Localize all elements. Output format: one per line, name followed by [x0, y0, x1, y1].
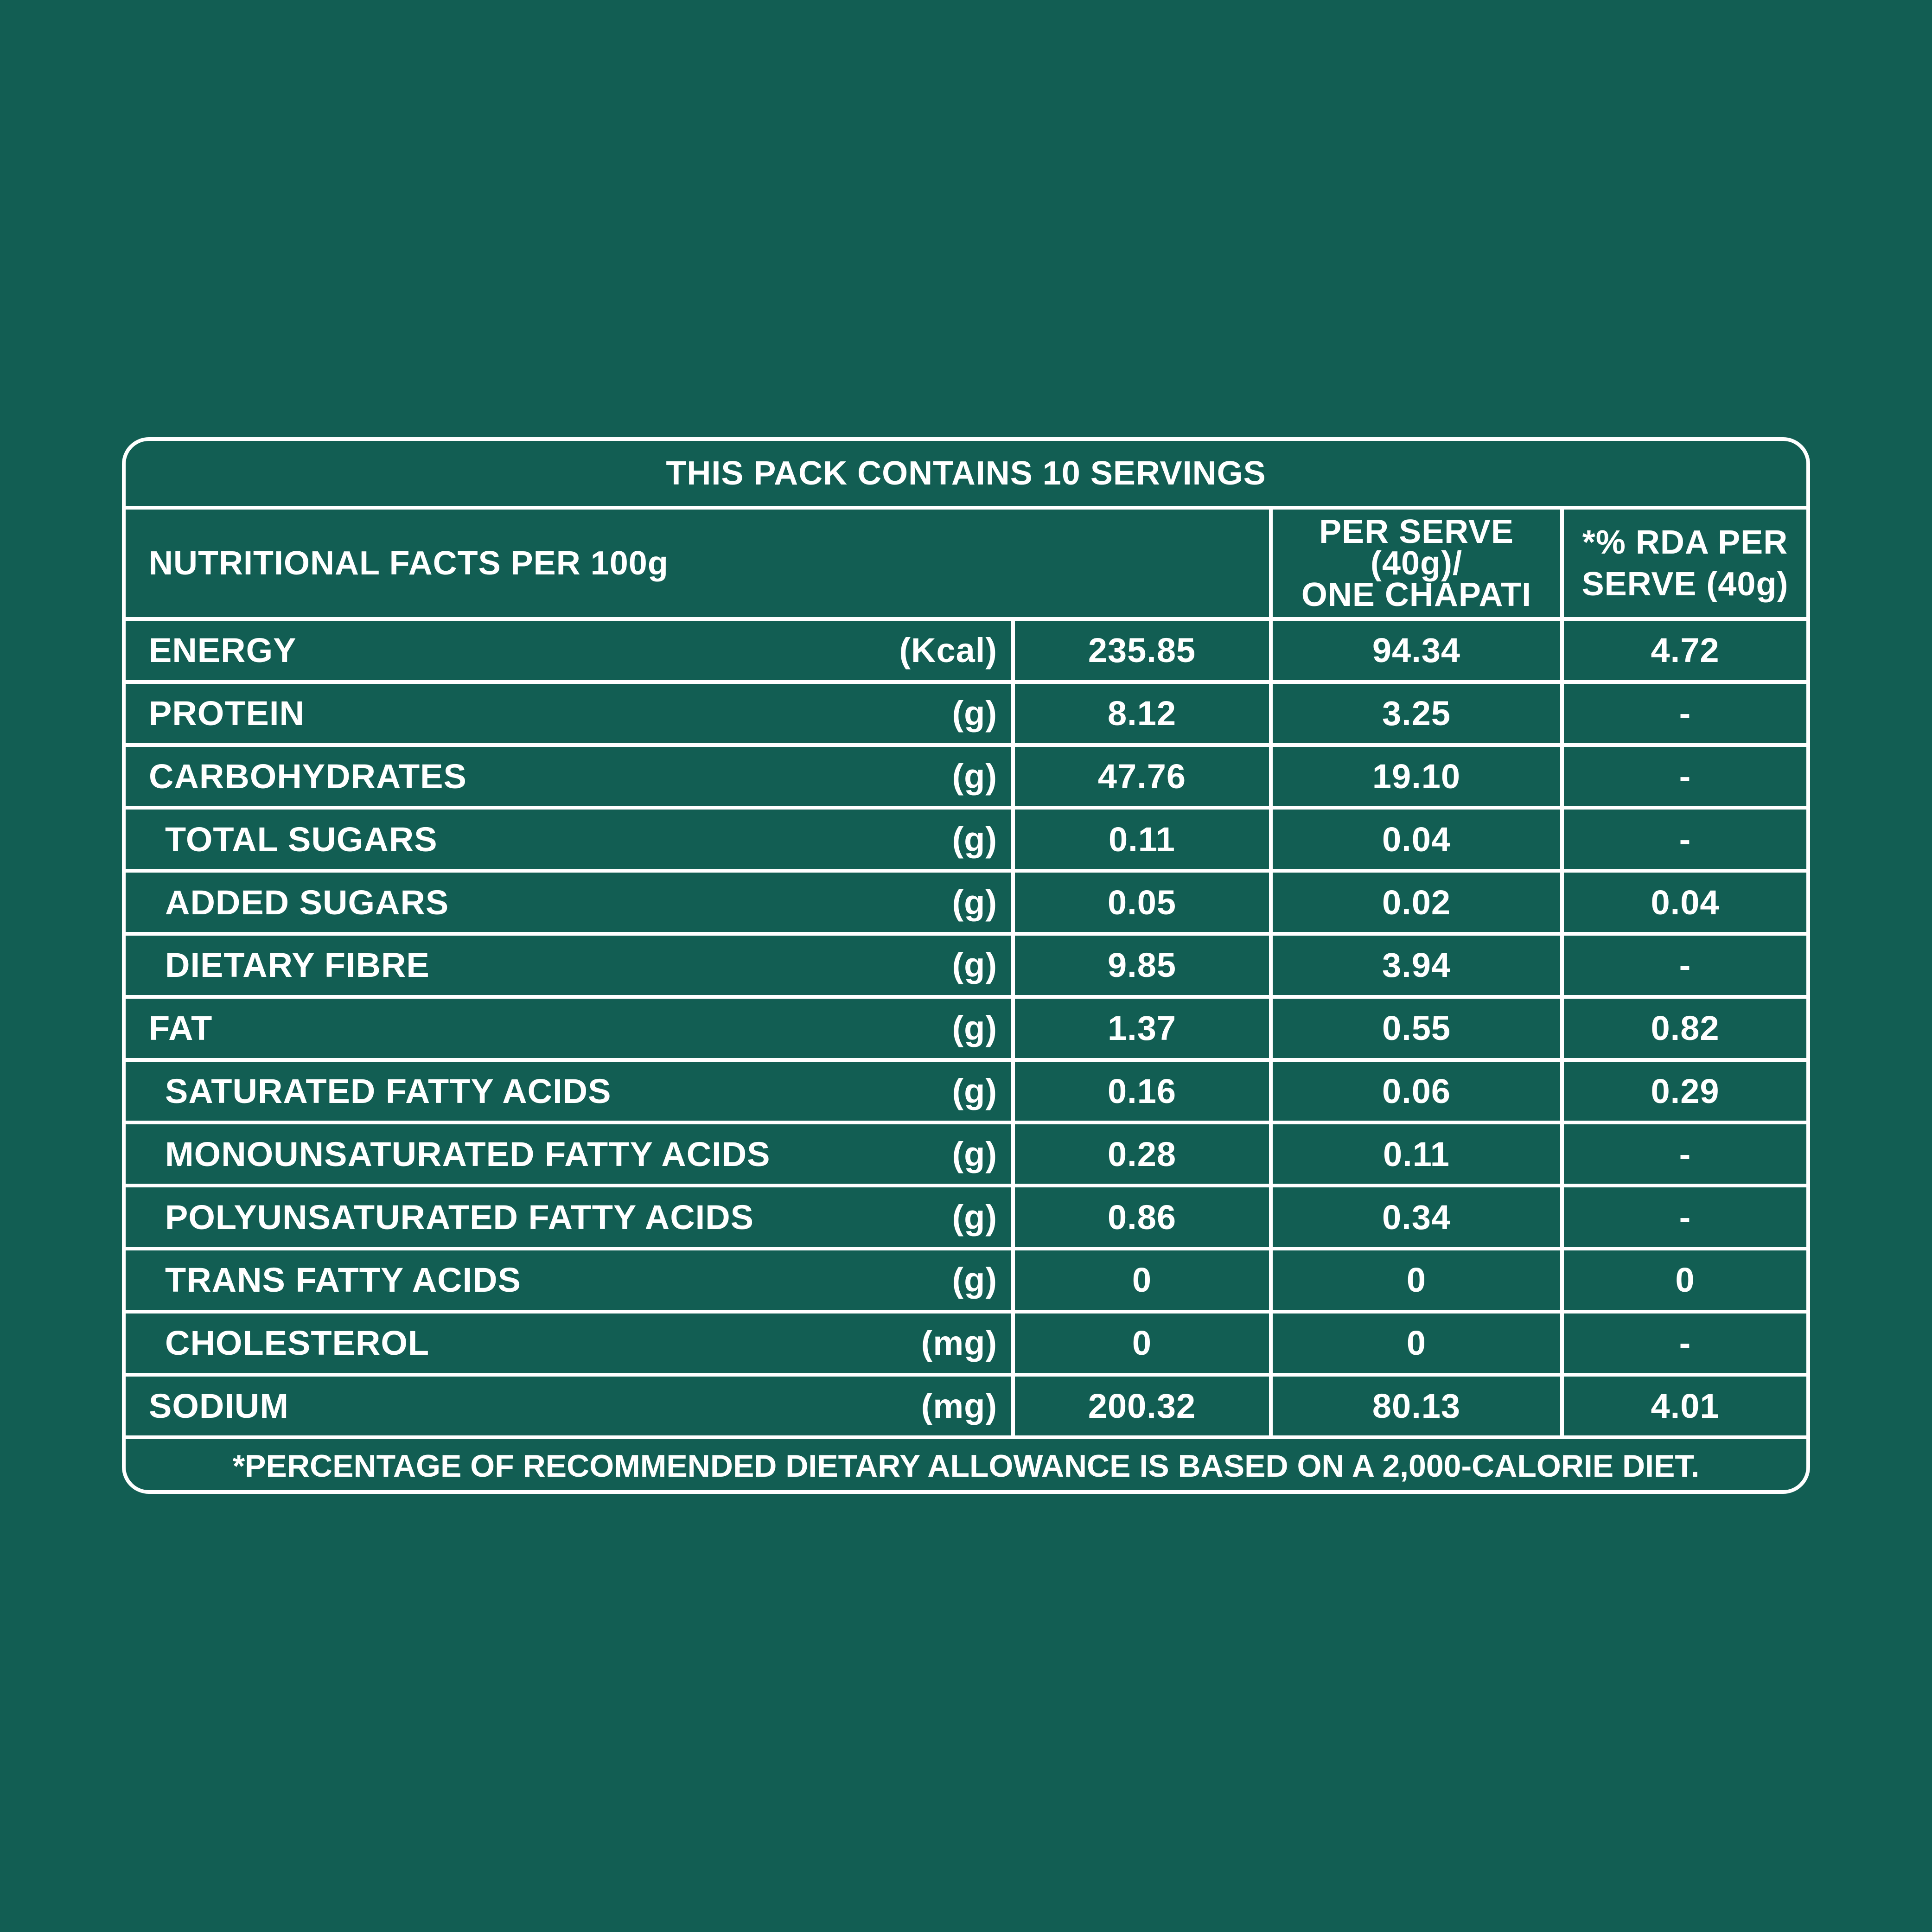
value-rda: -: [1560, 1187, 1806, 1247]
value-per-serve: 0: [1269, 1314, 1560, 1373]
value-per-serve: 80.13: [1269, 1377, 1560, 1436]
value-per-100g: 9.85: [1011, 936, 1269, 995]
table-row: [126, 1250, 1806, 1314]
value-per-100g: 0.16: [1011, 1062, 1269, 1121]
per-serve-header-line3: ONE CHAPATI: [1301, 576, 1532, 613]
table-row: [126, 621, 1806, 684]
nutrient-unit: (mg): [921, 1324, 997, 1363]
value-rda: -: [1560, 810, 1806, 869]
value-rda: -: [1560, 936, 1806, 995]
table-row: [126, 1187, 1806, 1250]
table-row: [126, 873, 1806, 936]
value-per-serve: 19.10: [1269, 747, 1560, 806]
value-rda: -: [1560, 1314, 1806, 1373]
value-rda: 4.01: [1560, 1377, 1806, 1436]
footnote-row: [126, 1435, 1806, 1494]
nutrient-unit: (mg): [921, 1386, 997, 1425]
value-per-100g: 0.28: [1011, 1124, 1269, 1184]
per-serve-header-line1: PER SERVE: [1319, 513, 1514, 550]
value-rda: -: [1560, 684, 1806, 743]
value-per-100g: 8.12: [1011, 684, 1269, 743]
servings-title: THIS PACK CONTAINS 10 SERVINGS: [666, 455, 1266, 492]
nutrient-name: CARBOHYDRATES: [149, 757, 467, 796]
per-serve-header-line2: (40g)/: [1370, 545, 1463, 582]
value-per-100g: 0.86: [1011, 1187, 1269, 1247]
value-per-100g: 235.85: [1011, 621, 1269, 680]
rda-header-line1: *% RDA PER: [1582, 524, 1788, 561]
table-row: [126, 747, 1806, 810]
value-per-100g: 47.76: [1011, 747, 1269, 806]
value-per-100g: 0: [1011, 1250, 1269, 1310]
value-per-100g: 1.37: [1011, 999, 1269, 1058]
column-header-row: [126, 510, 1806, 621]
nutrient-name: CHOLESTEROL: [165, 1324, 430, 1363]
value-rda: 4.72: [1560, 621, 1806, 680]
table-row: [126, 936, 1806, 999]
value-rda: 0.82: [1560, 999, 1806, 1058]
value-per-100g: 0.05: [1011, 873, 1269, 932]
value-per-serve: 0.04: [1269, 810, 1560, 869]
value-rda: 0.04: [1560, 873, 1806, 932]
servings-title-row: [126, 441, 1806, 510]
nutrient-name: FAT: [149, 1009, 213, 1048]
value-per-serve: 0.11: [1269, 1124, 1560, 1184]
value-per-serve: 0.55: [1269, 999, 1560, 1058]
value-per-serve: 0.34: [1269, 1187, 1560, 1247]
nutrient-unit: (g): [952, 946, 997, 985]
value-per-100g: 0: [1011, 1314, 1269, 1373]
value-rda: -: [1560, 747, 1806, 806]
value-per-serve: 0.02: [1269, 873, 1560, 932]
nutrient-unit: (g): [952, 694, 997, 733]
value-rda: 0.29: [1560, 1062, 1806, 1121]
nutrient-unit: (g): [952, 1071, 997, 1110]
nutrient-name: TOTAL SUGARS: [165, 820, 438, 859]
nutrient-unit: (g): [952, 757, 997, 796]
value-per-100g: 0.11: [1011, 810, 1269, 869]
rda-footnote: *PERCENTAGE OF RECOMMENDED DIETARY ALLOWANCE IS BASED ON A 2,000-CALORIE DIET.: [232, 1448, 1700, 1484]
nutrient-name: ENERGY: [149, 631, 297, 670]
nutrient-name: TRANS FATTY ACIDS: [165, 1261, 521, 1300]
nutrient-name: MONOUNSATURATED FATTY ACIDS: [165, 1135, 771, 1173]
value-per-serve: 3.25: [1269, 684, 1560, 743]
nutrient-name: SATURATED FATTY ACIDS: [165, 1071, 612, 1110]
value-per-serve: 3.94: [1269, 936, 1560, 995]
table-row: [126, 1062, 1806, 1125]
table-row: [126, 1124, 1806, 1187]
table-row: [126, 1314, 1806, 1377]
per-serve-header: [1269, 510, 1560, 617]
value-per-serve: 0.06: [1269, 1062, 1560, 1121]
table-row: [126, 999, 1806, 1062]
nutrition-facts-table: [122, 437, 1810, 1494]
nutrient-unit: (g): [952, 1198, 997, 1237]
nutrient-unit: (g): [952, 883, 997, 922]
table-row: [126, 1377, 1806, 1440]
nutrient-name: PROTEIN: [149, 694, 305, 733]
value-per-100g: 200.32: [1011, 1377, 1269, 1436]
value-rda: -: [1560, 1124, 1806, 1184]
nutrient-name: POLYUNSATURATED FATTY ACIDS: [165, 1198, 754, 1237]
value-rda: 0: [1560, 1250, 1806, 1310]
value-per-serve: 94.34: [1269, 621, 1560, 680]
nutrient-unit: (g): [952, 820, 997, 859]
nutritional-facts-header: NUTRITIONAL FACTS PER 100g: [149, 545, 669, 582]
nutrient-name: DIETARY FIBRE: [165, 946, 430, 985]
rda-header: [1560, 510, 1806, 617]
value-per-serve: 0: [1269, 1250, 1560, 1310]
nutrient-name: ADDED SUGARS: [165, 883, 449, 922]
nutrient-unit: (g): [952, 1135, 997, 1173]
nutrient-unit: (g): [952, 1261, 997, 1300]
table-row: [126, 810, 1806, 873]
nutrient-unit: (Kcal): [899, 631, 997, 670]
rda-header-line2: SERVE (40g): [1581, 566, 1789, 603]
nutrient-name: SODIUM: [149, 1386, 289, 1425]
nutrient-unit: (g): [952, 1009, 997, 1048]
table-row: [126, 684, 1806, 747]
